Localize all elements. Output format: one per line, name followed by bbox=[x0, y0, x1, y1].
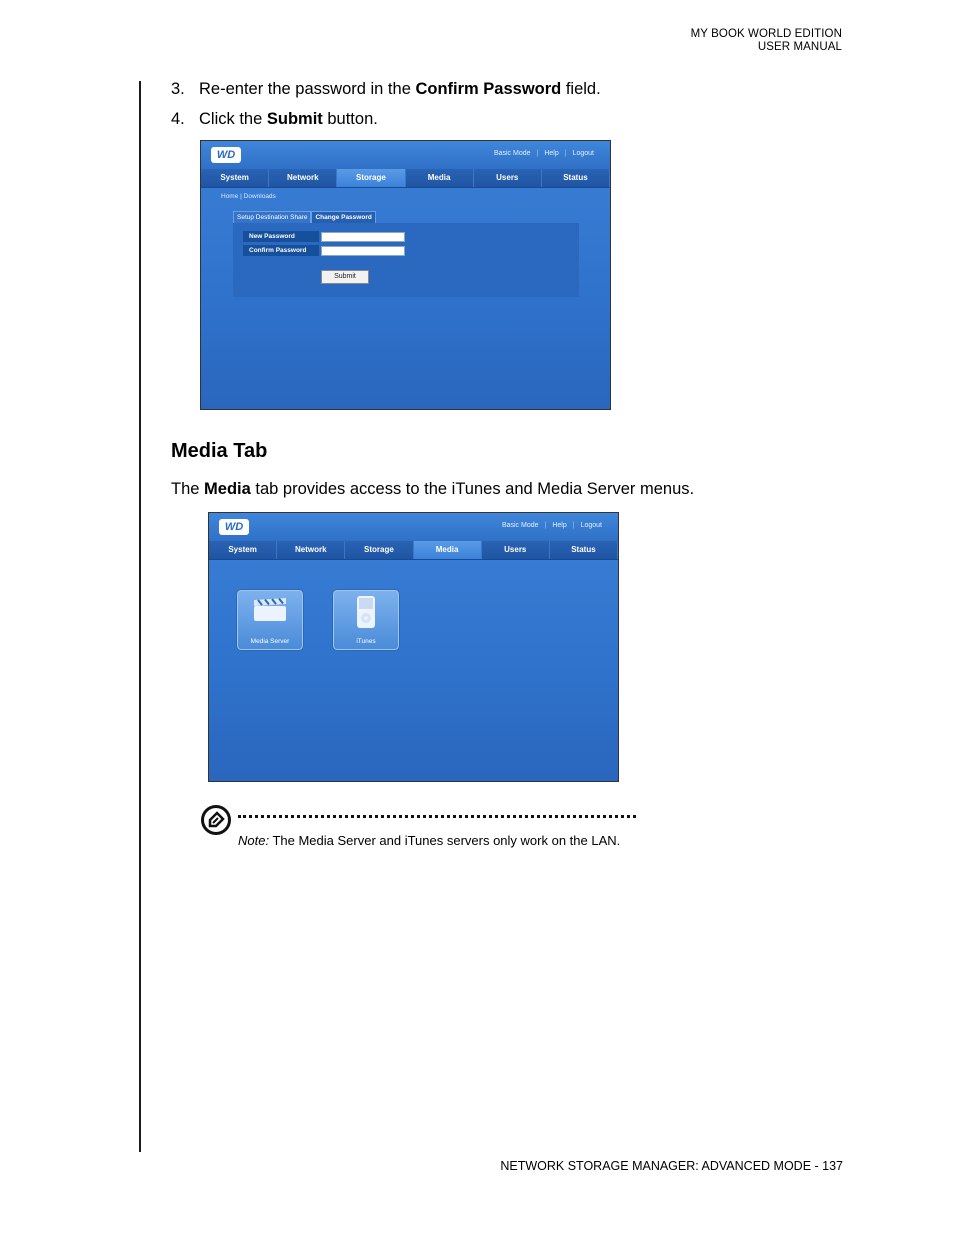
breadcrumb: Home | Downloads bbox=[221, 193, 276, 200]
new-password-label: New Password bbox=[243, 231, 319, 242]
app-topbar bbox=[209, 513, 618, 541]
step-text-post: field. bbox=[561, 80, 601, 98]
header-line-2: USER MANUAL bbox=[757, 41, 842, 53]
tab-media[interactable]: Media bbox=[414, 541, 482, 559]
tab-storage[interactable]: Storage bbox=[337, 169, 405, 187]
note-divider bbox=[238, 815, 636, 818]
submit-button[interactable]: Submit bbox=[321, 270, 369, 284]
note-icon bbox=[200, 804, 232, 836]
confirm-password-field[interactable] bbox=[321, 246, 405, 256]
para-post: tab provides access to the iTunes and Media Server menus. bbox=[250, 480, 695, 498]
tab-media[interactable]: Media bbox=[406, 169, 474, 187]
itunes-label: iTunes bbox=[356, 638, 376, 645]
page-footer: NETWORK STORAGE MANAGER: ADVANCED MODE - 137 bbox=[500, 1159, 843, 1173]
section-paragraph bbox=[171, 480, 694, 499]
section-title: Media Tab bbox=[171, 440, 268, 462]
tab-system[interactable]: System bbox=[209, 541, 277, 559]
step-text-pre: Re-enter the password in the bbox=[199, 80, 416, 98]
new-password-field[interactable] bbox=[321, 232, 405, 242]
step-3 bbox=[171, 80, 601, 99]
confirm-password-row bbox=[243, 245, 405, 256]
subtab-setup-destination-share[interactable]: Setup Destination Share bbox=[233, 211, 311, 224]
wd-logo: WD bbox=[211, 147, 241, 163]
top-links: Basic Mode | Help | Logout bbox=[501, 522, 602, 529]
step-number: 4. bbox=[171, 110, 185, 128]
step-text-bold: Submit bbox=[266, 110, 323, 128]
help-link[interactable]: Help bbox=[544, 150, 559, 157]
wd-logo: WD bbox=[219, 519, 249, 535]
tab-status[interactable]: Status bbox=[542, 169, 610, 187]
itunes-tile[interactable] bbox=[332, 589, 400, 651]
top-links: Basic Mode | Help | Logout bbox=[493, 150, 594, 157]
para-pre: The bbox=[171, 480, 205, 498]
tab-status[interactable]: Status bbox=[550, 541, 618, 559]
subtab-change-password[interactable]: Change Password bbox=[311, 211, 375, 224]
step-number: 3. bbox=[171, 80, 185, 98]
tab-system[interactable]: System bbox=[201, 169, 269, 187]
screenshot-media-tab bbox=[208, 512, 619, 782]
new-password-row bbox=[243, 231, 405, 242]
para-bold: Media bbox=[204, 480, 251, 498]
note-label: Note: bbox=[238, 833, 270, 848]
note-text bbox=[238, 833, 620, 848]
margin-rule bbox=[139, 81, 141, 1152]
media-server-label: Media Server bbox=[250, 638, 290, 645]
screenshot-change-password bbox=[200, 140, 611, 410]
running-header bbox=[691, 28, 842, 54]
tab-users[interactable]: Users bbox=[474, 169, 542, 187]
media-server-tile[interactable] bbox=[236, 589, 304, 651]
main-tabs bbox=[209, 541, 618, 560]
logout-link[interactable]: Logout bbox=[572, 150, 594, 157]
app-topbar bbox=[201, 141, 610, 169]
header-line-1: MY BOOK WORLD EDITION bbox=[690, 28, 842, 40]
tab-users[interactable]: Users bbox=[482, 541, 550, 559]
ipod-icon bbox=[347, 596, 385, 628]
clapperboard-icon bbox=[251, 596, 289, 622]
step-text-pre: Click the bbox=[199, 110, 267, 128]
help-link[interactable]: Help bbox=[552, 522, 567, 529]
logout-link[interactable]: Logout bbox=[580, 522, 602, 529]
basic-mode-link[interactable]: Basic Mode bbox=[501, 522, 539, 529]
note-body: The Media Server and iTunes servers only work on the LAN. bbox=[269, 833, 621, 848]
main-tabs bbox=[201, 169, 610, 188]
basic-mode-link[interactable]: Basic Mode bbox=[493, 150, 531, 157]
tab-storage[interactable]: Storage bbox=[345, 541, 413, 559]
step-4 bbox=[171, 110, 378, 129]
tab-network[interactable]: Network bbox=[277, 541, 345, 559]
step-text-post: button. bbox=[322, 110, 378, 128]
step-text-bold: Confirm Password bbox=[415, 80, 562, 98]
change-password-panel bbox=[233, 223, 579, 297]
tab-network[interactable]: Network bbox=[269, 169, 337, 187]
confirm-password-label: Confirm Password bbox=[243, 245, 319, 256]
